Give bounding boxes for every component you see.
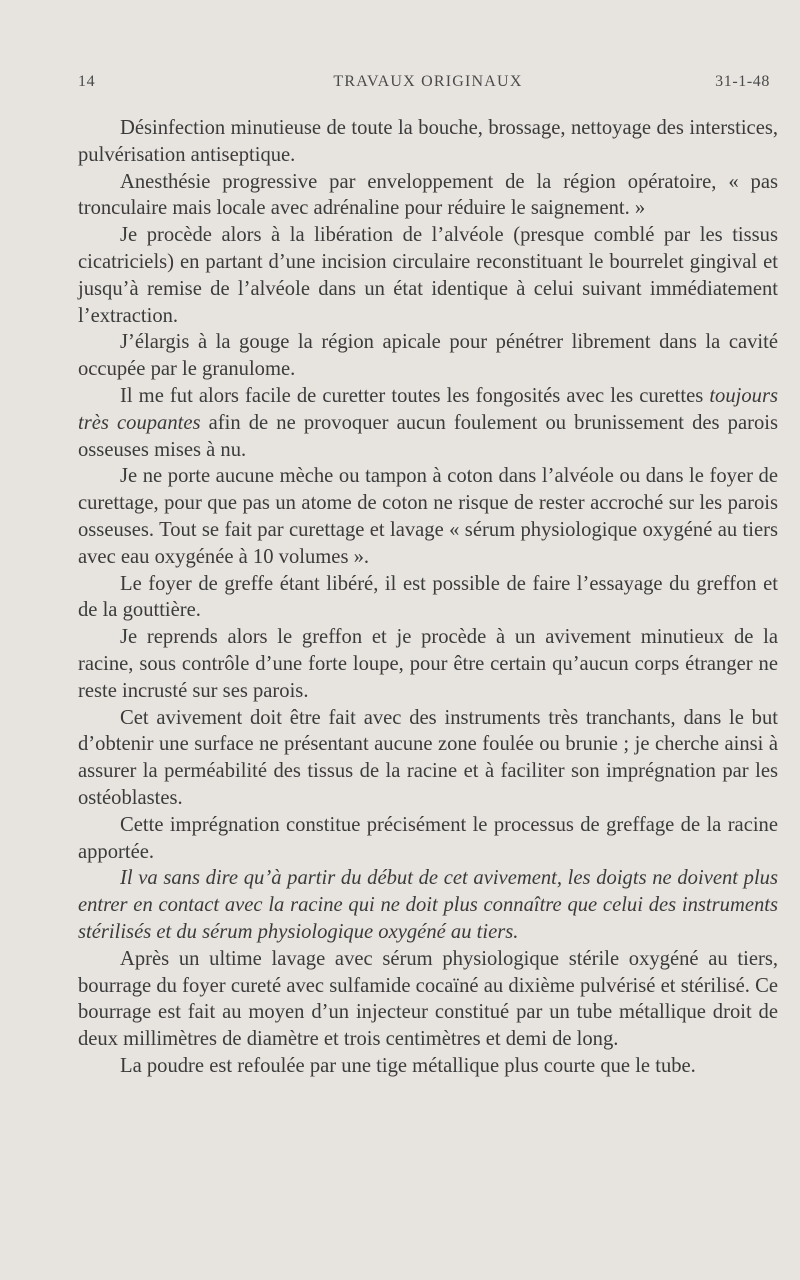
paragraph: Cette imprégnation constitue précisément le processus de greffage de la racine apportée.	[78, 813, 778, 863]
paragraph: Le foyer de greffe étant libéré, il est possible de faire l’essayage du greffon et de la gouttière.	[78, 572, 778, 622]
paragraph-text: afin de ne provoquer aucun foulement ou brunissement des parois osseuses mises à nu.	[78, 411, 778, 461]
paragraph: La poudre est refoulée par une tige métallique plus courte que le tube.	[120, 1054, 696, 1077]
emphasis-text: toujours très coupantes	[78, 384, 778, 434]
paragraph: J’élargis à la gouge la région apicale pour pénétrer librement dans la cavité occupée par le granulome.	[78, 331, 778, 381]
emphasis-text: Il va sans dire qu’à partir du début de cet avivement, les doigts ne doivent plus entrer en contact avec la racine qui ne doit plus connaître que celui des instruments stérilisés et du sérum physiologique oxygéné au tiers.	[78, 867, 778, 943]
paragraph-italic	[78, 865, 778, 945]
running-header	[78, 73, 778, 103]
paragraph: Anesthésie progressive par enveloppement de la région opératoire, « pas tronculaire mais locale avec adrénaline pour réduire le saignement. »	[78, 170, 778, 220]
paragraph: Je reprends alors le greffon et je procède à un avivement minutieux de la racine, sous contrôle d’une forte loupe, pour être certain qu’aucun corps étranger ne reste incrusté sur ses parois.	[78, 626, 778, 702]
page-number: 14	[78, 73, 96, 90]
paragraph-text: Il me fut alors facile de curetter toutes les fongosités avec les curettes	[120, 384, 710, 407]
paragraph: Désinfection minutieuse de toute la bouche, brossage, nettoyage des interstices, pulvérisation antiseptique.	[78, 117, 778, 166]
paragraph: Cet avivement doit être fait avec des instruments très tranchants, dans le but d’obtenir une surface ne présentant aucune zone foulée ou brunie ; je cherche ainsi à assurer la perméabilité des tissus de la racine et à faciliter son imprégnation par les ostéoblastes.	[78, 706, 778, 809]
article-body	[78, 115, 778, 1080]
paragraph: Je ne porte aucune mèche ou tampon à coton dans l’alvéole ou dans le foyer de curettage, pour que pas un atome de coton ne risque de rester accroché sur les parois osseuses. Tout se fait par curettage et lavage « sérum physiologique oxygéné au tiers avec eau oxygénée à 10 volumes ».	[78, 465, 778, 568]
journal-section-title: TRAVAUX ORIGINAUX	[333, 73, 523, 90]
paragraph	[78, 383, 778, 463]
paragraph: Je procède alors à la libération de l’alvéole (presque comblé par les tissus cicatriciels) en partant d’une incision circulaire reconstituant le bourrelet gingival et jusqu’à remise de l’alvéole dans un état identique à celui suivant immédiatement l’extraction.	[78, 224, 778, 327]
paragraph: Après un ultime lavage avec sérum physiologique stérile oxygéné au tiers, bourrage du foyer cureté avec sulfamide cocaïné au dixième pulvérisé et stérilisé. Ce bourrage est fait au moyen d’un injecteur constitué par un tube métallique droit de deux millimètres de diamètre et trois centimètres et demi de long.	[78, 947, 778, 1051]
issue-date: 31-1-48	[715, 73, 770, 90]
